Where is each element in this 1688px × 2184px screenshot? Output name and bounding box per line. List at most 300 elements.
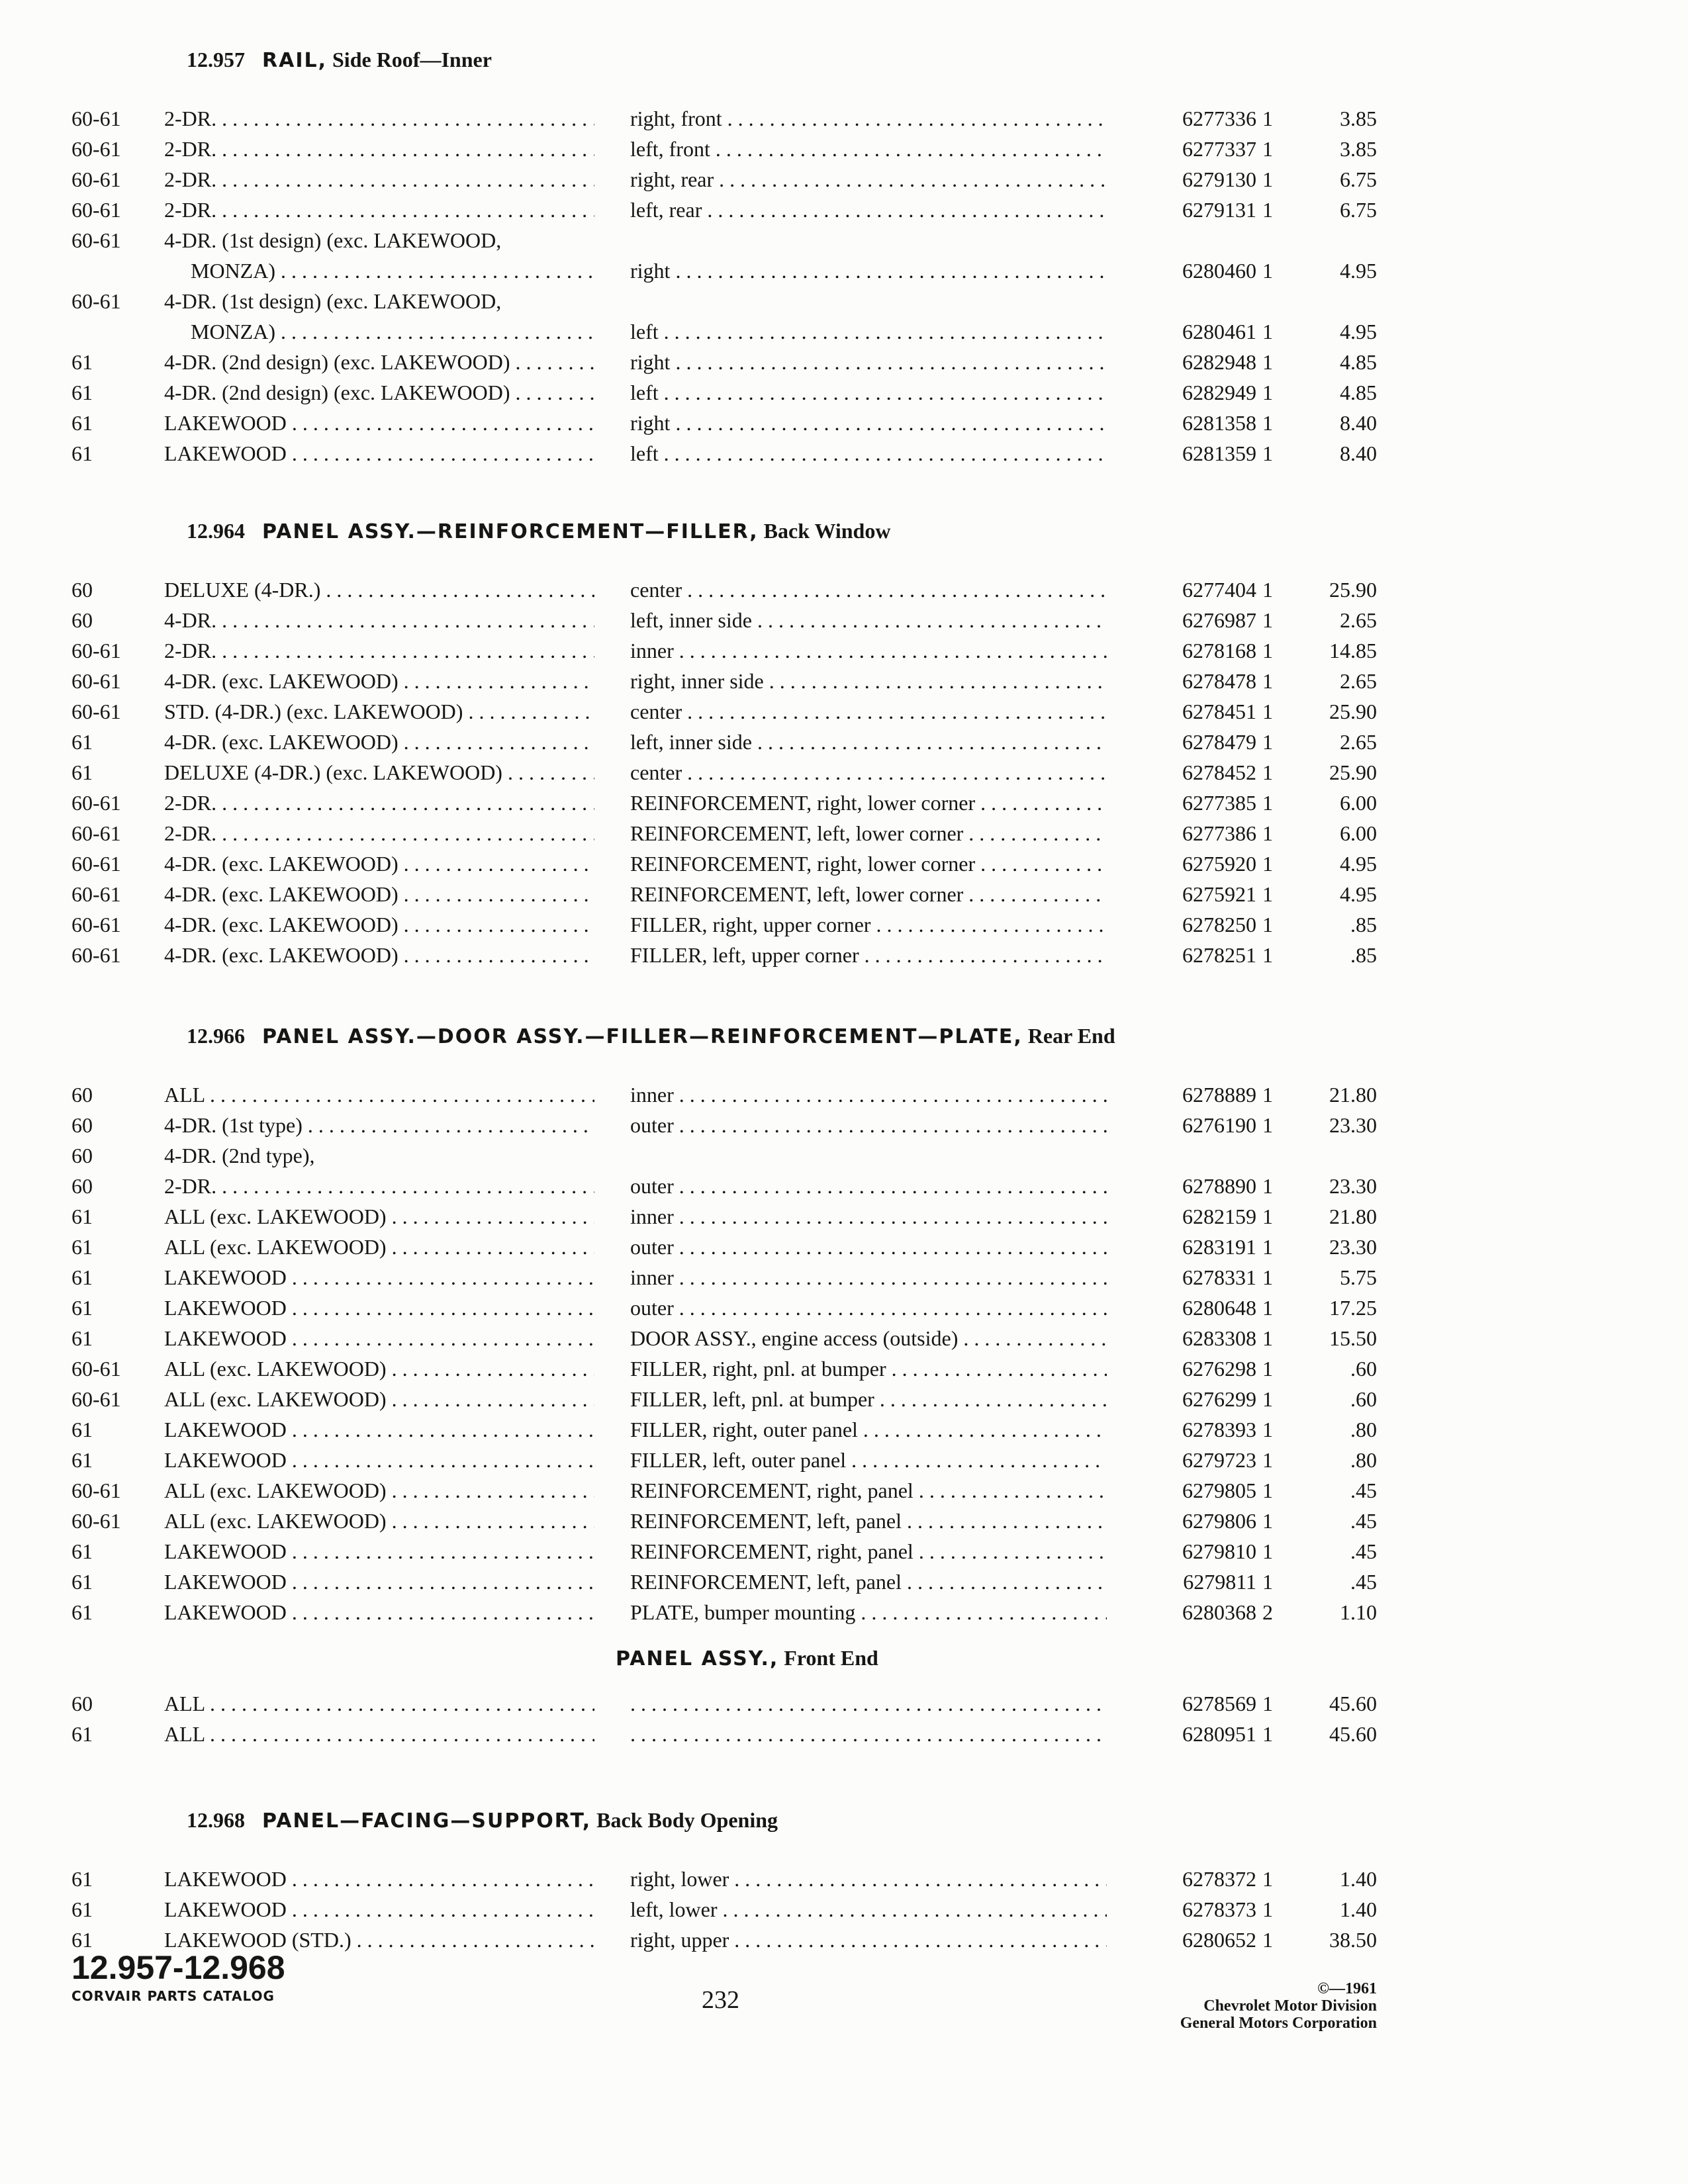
part-description — [630, 438, 1107, 469]
parts-row — [0, 848, 1688, 879]
parts-row — [0, 347, 1688, 377]
parts-row — [0, 1262, 1688, 1293]
part-description-text: left — [630, 381, 659, 404]
section-number: 12.968 — [187, 1808, 245, 1832]
list-price: 1.40 — [1340, 1897, 1377, 1921]
list-price: 23.30 — [1329, 1174, 1377, 1198]
parts-row — [0, 1384, 1688, 1414]
model-text: 4-DR. (exc. LAKEWOOD) — [164, 913, 399, 936]
model-name — [164, 1864, 594, 1894]
parts-row — [0, 574, 1688, 605]
part-description-text: left, front — [630, 137, 710, 161]
part-description — [630, 1475, 1107, 1506]
model-text: 4-DR. (1st design) (exc. LAKEWOOD, — [164, 289, 502, 313]
footer-catalog-name: CORVAIR PARTS CATALOG — [71, 1988, 275, 2004]
model-text-continued: MONZA) — [191, 320, 275, 343]
list-price: 8.40 — [1340, 441, 1377, 465]
part-description — [630, 1894, 1107, 1925]
model-name — [164, 1323, 594, 1353]
list-price: 45.60 — [1329, 1692, 1377, 1715]
part-description — [630, 316, 1107, 347]
model-year: 60-61 — [71, 669, 121, 693]
model-text: ALL — [164, 1722, 205, 1746]
model-year: 61 — [71, 1867, 93, 1891]
model-year: 60-61 — [71, 289, 121, 313]
list-price: .80 — [1350, 1448, 1377, 1472]
part-description — [630, 347, 1107, 377]
part-number: 6278168 — [1182, 639, 1256, 662]
model-text: 4-DR. (exc. LAKEWOOD) — [164, 943, 399, 967]
model-name — [164, 438, 594, 469]
list-price: 4.85 — [1340, 350, 1377, 374]
model-year: 60 — [71, 1083, 93, 1107]
model-year: 60-61 — [71, 639, 121, 662]
model-year: 60-61 — [71, 1479, 121, 1502]
part-description-text: REINFORCEMENT, left, lower corner — [630, 821, 964, 845]
model-text: LAKEWOOD — [164, 441, 287, 465]
part-description — [630, 574, 1107, 605]
part-description-text: center — [630, 578, 682, 602]
part-number: 6278251 — [1182, 943, 1256, 967]
model-name-continued — [191, 255, 594, 286]
quantity: 1 — [1262, 608, 1273, 632]
model-name — [164, 818, 594, 848]
part-description — [630, 1232, 1107, 1262]
part-description-text: right, inner side — [630, 669, 764, 693]
model-text: LAKEWOOD — [164, 1448, 287, 1472]
part-description-text: center — [630, 760, 682, 784]
model-text: 2-DR. — [164, 198, 217, 222]
quantity: 1 — [1262, 1867, 1273, 1891]
quantity: 1 — [1262, 259, 1273, 283]
part-number: 6283308 — [1182, 1326, 1256, 1350]
parts-row — [0, 818, 1688, 848]
footer-division: Chevrolet Motor Division — [1203, 1997, 1377, 2015]
quantity: 1 — [1262, 1479, 1273, 1502]
model-text: 2-DR. — [164, 639, 217, 662]
model-text: LAKEWOOD — [164, 1867, 287, 1891]
list-price: 45.60 — [1329, 1722, 1377, 1746]
model-name — [164, 1445, 594, 1475]
part-description — [630, 605, 1107, 635]
part-number: 6277337 — [1182, 137, 1256, 161]
parts-row — [0, 408, 1688, 438]
part-description — [630, 909, 1107, 940]
footer-corporation: General Motors Corporation — [1180, 2015, 1377, 2032]
part-number: 6278451 — [1182, 700, 1256, 723]
model-year: 61 — [71, 1296, 93, 1320]
part-description-text: REINFORCEMENT, right, lower corner — [630, 852, 976, 876]
parts-row — [0, 1323, 1688, 1353]
model-name — [164, 1894, 594, 1925]
quantity: 1 — [1262, 1692, 1273, 1715]
section-heading — [187, 1021, 1115, 1050]
model-name — [164, 1475, 594, 1506]
part-description — [630, 1567, 1107, 1597]
model-year: 60 — [71, 1692, 93, 1715]
part-number: 6278331 — [1182, 1265, 1256, 1289]
part-description-text: center — [630, 700, 682, 723]
parts-row — [0, 788, 1688, 818]
model-year: 61 — [71, 411, 93, 435]
part-number: 6280460 — [1182, 259, 1256, 283]
model-name — [164, 574, 594, 605]
quantity: 1 — [1262, 852, 1273, 876]
part-description-text: REINFORCEMENT, left, lower corner — [630, 882, 964, 906]
model-name — [164, 1597, 594, 1627]
footer-section-range: 12.957-12.968 — [71, 1949, 285, 1986]
model-text: DELUXE (4-DR.) — [164, 578, 321, 602]
part-description — [630, 1719, 1107, 1749]
quantity: 1 — [1262, 1357, 1273, 1381]
model-name — [164, 225, 594, 255]
model-text: ALL (exc. LAKEWOOD) — [164, 1509, 387, 1533]
model-year: 61 — [71, 730, 93, 754]
model-year: 61 — [71, 350, 93, 374]
model-year: 60 — [71, 1144, 93, 1167]
model-name — [164, 605, 594, 635]
list-price: 4.95 — [1340, 259, 1377, 283]
parts-row — [0, 1445, 1688, 1475]
parts-row — [0, 666, 1688, 696]
quantity: 1 — [1262, 411, 1273, 435]
part-description — [630, 940, 1107, 970]
part-number: 6278373 — [1182, 1897, 1256, 1921]
part-description-text: REINFORCEMENT, right, panel — [630, 1539, 914, 1563]
model-name — [164, 1201, 594, 1232]
parts-row — [0, 879, 1688, 909]
model-name — [164, 1262, 594, 1293]
section-heading — [187, 1805, 778, 1835]
parts-row — [0, 1110, 1688, 1140]
part-description-text: left, lower — [630, 1897, 718, 1921]
model-name — [164, 1171, 594, 1201]
part-description-text: outer — [630, 1113, 674, 1137]
part-description — [630, 1201, 1107, 1232]
part-description — [630, 696, 1107, 727]
quantity: 1 — [1262, 1539, 1273, 1563]
section-title-tail: Back Window — [763, 519, 891, 543]
part-number: 6277385 — [1182, 791, 1256, 815]
quantity: 1 — [1262, 320, 1273, 343]
model-text: LAKEWOOD — [164, 1326, 287, 1350]
quantity: 1 — [1262, 1509, 1273, 1533]
part-description — [630, 1925, 1107, 1955]
quantity: 1 — [1262, 1387, 1273, 1411]
part-description-text: right — [630, 411, 671, 435]
parts-row — [0, 1567, 1688, 1597]
model-name — [164, 757, 594, 788]
footer-copyright: ©—1961 — [1317, 1980, 1377, 1997]
part-description — [630, 255, 1107, 286]
part-number: 6278393 — [1182, 1418, 1256, 1441]
list-price: 23.30 — [1329, 1235, 1377, 1259]
model-text: STD. (4-DR.) (exc. LAKEWOOD) — [164, 700, 463, 723]
part-description — [630, 1293, 1107, 1323]
part-number: 6275920 — [1182, 852, 1256, 876]
part-description-text: FILLER, left, pnl. at bumper — [630, 1387, 874, 1411]
quantity: 1 — [1262, 730, 1273, 754]
section-title-tail: Side Roof—Inner — [332, 48, 492, 71]
section-title-caps: PANEL ASSY.—DOOR ASSY.—FILLER—REINFORCEMENT—PLATE, — [262, 1025, 1023, 1048]
part-number: 6282948 — [1182, 350, 1256, 374]
parts-row — [0, 134, 1688, 164]
model-year: 60-61 — [71, 943, 121, 967]
model-text: ALL (exc. LAKEWOOD) — [164, 1205, 387, 1228]
quantity: 2 — [1262, 1600, 1273, 1624]
parts-row — [0, 1232, 1688, 1262]
part-description-text: inner — [630, 1083, 674, 1107]
part-description-text: FILLER, right, pnl. at bumper — [630, 1357, 886, 1381]
quantity: 1 — [1262, 1722, 1273, 1746]
model-name — [164, 1536, 594, 1567]
quantity: 1 — [1262, 669, 1273, 693]
part-description-text: outer — [630, 1296, 674, 1320]
model-text: 4-DR. (exc. LAKEWOOD) — [164, 852, 399, 876]
parts-row — [0, 1353, 1688, 1384]
part-description — [630, 1688, 1107, 1719]
list-price: .85 — [1350, 913, 1377, 936]
part-number: 6280652 — [1182, 1928, 1256, 1952]
model-name — [164, 377, 594, 408]
quantity: 1 — [1262, 943, 1273, 967]
list-price: .45 — [1350, 1479, 1377, 1502]
model-name — [164, 848, 594, 879]
parts-row — [0, 377, 1688, 408]
model-text: LAKEWOOD — [164, 1897, 287, 1921]
model-text: 4-DR. — [164, 608, 217, 632]
model-year: 61 — [71, 1539, 93, 1563]
part-number: 6277336 — [1182, 107, 1256, 130]
section-number: 12.964 — [187, 519, 245, 543]
part-number: 6276299 — [1182, 1387, 1256, 1411]
model-text: LAKEWOOD — [164, 1539, 287, 1563]
model-year: 60-61 — [71, 700, 121, 723]
model-text: ALL — [164, 1083, 205, 1107]
part-number: 6281359 — [1182, 441, 1256, 465]
part-number: 6280368 — [1182, 1600, 1256, 1624]
parts-row — [0, 940, 1688, 970]
part-number: 6283191 — [1182, 1235, 1256, 1259]
part-description-text: left — [630, 320, 659, 343]
part-description-text: outer — [630, 1235, 674, 1259]
model-text: LAKEWOOD — [164, 411, 287, 435]
part-number: 6279805 — [1182, 1479, 1256, 1502]
model-name-continued — [191, 316, 594, 347]
part-description-text: left — [630, 441, 659, 465]
model-name — [164, 788, 594, 818]
part-description — [630, 848, 1107, 879]
parts-row — [0, 286, 1688, 347]
quantity: 1 — [1262, 137, 1273, 161]
parts-row — [0, 225, 1688, 286]
parts-row — [0, 1597, 1688, 1627]
part-description-text: REINFORCEMENT, left, panel — [630, 1570, 902, 1594]
parts-row — [0, 1171, 1688, 1201]
parts-row — [0, 438, 1688, 469]
part-number: 6279131 — [1182, 198, 1256, 222]
section-number: 12.966 — [187, 1024, 245, 1048]
model-name — [164, 940, 594, 970]
quantity: 1 — [1262, 578, 1273, 602]
part-description-text: right, upper — [630, 1928, 729, 1952]
list-price: 3.85 — [1340, 137, 1377, 161]
model-text: LAKEWOOD (STD.) — [164, 1928, 352, 1952]
list-price: 25.90 — [1329, 700, 1377, 723]
parts-row — [0, 1864, 1688, 1894]
part-number: 6279811 — [1183, 1570, 1256, 1594]
part-number: 6278479 — [1182, 730, 1256, 754]
model-name — [164, 1719, 594, 1749]
part-description — [630, 1414, 1107, 1445]
model-text: 2-DR. — [164, 137, 217, 161]
model-year: 61 — [71, 1570, 93, 1594]
part-description — [630, 1384, 1107, 1414]
model-name — [164, 635, 594, 666]
list-price: 25.90 — [1329, 578, 1377, 602]
quantity: 1 — [1262, 441, 1273, 465]
model-text: 4-DR. (2nd type), — [164, 1144, 315, 1167]
list-price: 14.85 — [1329, 639, 1377, 662]
model-text: 4-DR. (2nd design) (exc. LAKEWOOD) — [164, 350, 510, 374]
part-number: 6276190 — [1182, 1113, 1256, 1137]
model-year: 60-61 — [71, 913, 121, 936]
list-price: 17.25 — [1329, 1296, 1377, 1320]
quantity: 1 — [1262, 350, 1273, 374]
part-number: 6277404 — [1182, 578, 1256, 602]
model-year: 60-61 — [71, 107, 121, 130]
part-description-text: FILLER, right, outer panel — [630, 1418, 858, 1441]
part-description — [630, 879, 1107, 909]
quantity: 1 — [1262, 1418, 1273, 1441]
list-price: 2.65 — [1340, 669, 1377, 693]
model-text: 4-DR. (1st design) (exc. LAKEWOOD, — [164, 228, 502, 252]
model-year: 60 — [71, 1174, 93, 1198]
quantity: 1 — [1262, 913, 1273, 936]
list-price: 8.40 — [1340, 411, 1377, 435]
model-year: 60-61 — [71, 228, 121, 252]
model-year: 60-61 — [71, 137, 121, 161]
parts-row — [0, 1140, 1688, 1171]
quantity: 1 — [1262, 821, 1273, 845]
list-price: 21.80 — [1329, 1205, 1377, 1228]
parts-row — [0, 635, 1688, 666]
section-title-tail: Back Body Opening — [596, 1808, 778, 1832]
part-description — [630, 408, 1107, 438]
part-number: 6278889 — [1182, 1083, 1256, 1107]
model-text: LAKEWOOD — [164, 1570, 287, 1594]
parts-row — [0, 1688, 1688, 1719]
part-number: 6280461 — [1182, 320, 1256, 343]
part-description-text: right — [630, 350, 671, 374]
model-year: 61 — [71, 1928, 93, 1952]
part-number: 6279806 — [1182, 1509, 1256, 1533]
model-text: 2-DR. — [164, 107, 217, 130]
model-text: 2-DR. — [164, 821, 217, 845]
section-title-caps: RAIL, — [262, 49, 327, 72]
model-text: 4-DR. (exc. LAKEWOOD) — [164, 882, 399, 906]
parts-row — [0, 1201, 1688, 1232]
part-description-text: REINFORCEMENT, right, panel — [630, 1479, 914, 1502]
model-name — [164, 347, 594, 377]
model-year: 60-61 — [71, 821, 121, 845]
part-description-text: inner — [630, 639, 674, 662]
model-year: 61 — [71, 760, 93, 784]
model-text: 4-DR. (2nd design) (exc. LAKEWOOD) — [164, 381, 510, 404]
parts-row — [0, 727, 1688, 757]
model-name — [164, 134, 594, 164]
list-price: .45 — [1350, 1570, 1377, 1594]
list-price: 4.95 — [1340, 852, 1377, 876]
part-description-text: right, front — [630, 107, 722, 130]
part-number: 6278569 — [1182, 1692, 1256, 1715]
quantity: 1 — [1262, 1570, 1273, 1594]
section-heading — [187, 516, 890, 545]
section-heading — [616, 1643, 878, 1672]
part-number: 6281358 — [1182, 411, 1256, 435]
model-year: 61 — [71, 1600, 93, 1624]
model-year: 61 — [71, 441, 93, 465]
list-price: 6.75 — [1340, 167, 1377, 191]
quantity: 1 — [1262, 1205, 1273, 1228]
part-description — [630, 1171, 1107, 1201]
part-description-text: right, rear — [630, 167, 714, 191]
model-name — [164, 1232, 594, 1262]
model-year: 61 — [71, 1897, 93, 1921]
part-number: 6280648 — [1182, 1296, 1256, 1320]
quantity: 1 — [1262, 1174, 1273, 1198]
section-title-tail: Rear End — [1027, 1024, 1115, 1048]
part-description — [630, 1323, 1107, 1353]
parts-row — [0, 1719, 1688, 1749]
list-price: 2.65 — [1340, 608, 1377, 632]
parts-row — [0, 1536, 1688, 1567]
quantity: 1 — [1262, 1083, 1273, 1107]
part-number: 6282159 — [1182, 1205, 1256, 1228]
model-text: DELUXE (4-DR.) (exc. LAKEWOOD) — [164, 760, 502, 784]
model-name — [164, 1110, 594, 1140]
part-description-text: REINFORCEMENT, right, lower corner — [630, 791, 976, 815]
part-description — [630, 757, 1107, 788]
part-description-text: PLATE, bumper mounting — [630, 1600, 856, 1624]
quantity: 1 — [1262, 1296, 1273, 1320]
list-price: 38.50 — [1329, 1928, 1377, 1952]
parts-row — [0, 164, 1688, 195]
model-name — [164, 1414, 594, 1445]
part-number: 6280951 — [1182, 1722, 1256, 1746]
model-name — [164, 1384, 594, 1414]
list-price: 5.75 — [1340, 1265, 1377, 1289]
model-text: 2-DR. — [164, 1174, 217, 1198]
part-description-text: REINFORCEMENT, left, panel — [630, 1509, 902, 1533]
part-description — [630, 727, 1107, 757]
model-year: 60-61 — [71, 852, 121, 876]
model-year: 61 — [71, 1265, 93, 1289]
section-title-caps: PANEL ASSY.—REINFORCEMENT—FILLER, — [262, 520, 759, 543]
model-name — [164, 1353, 594, 1384]
parts-row — [0, 605, 1688, 635]
model-text: 4-DR. (1st type) — [164, 1113, 303, 1137]
model-text: LAKEWOOD — [164, 1296, 287, 1320]
parts-row — [0, 1293, 1688, 1323]
part-description-text: inner — [630, 1265, 674, 1289]
model-text: 4-DR. (exc. LAKEWOOD) — [164, 669, 399, 693]
part-number: 6279130 — [1182, 167, 1256, 191]
part-description — [630, 818, 1107, 848]
page-number: 232 — [702, 1986, 739, 2014]
model-year: 60-61 — [71, 791, 121, 815]
list-price: 25.90 — [1329, 760, 1377, 784]
